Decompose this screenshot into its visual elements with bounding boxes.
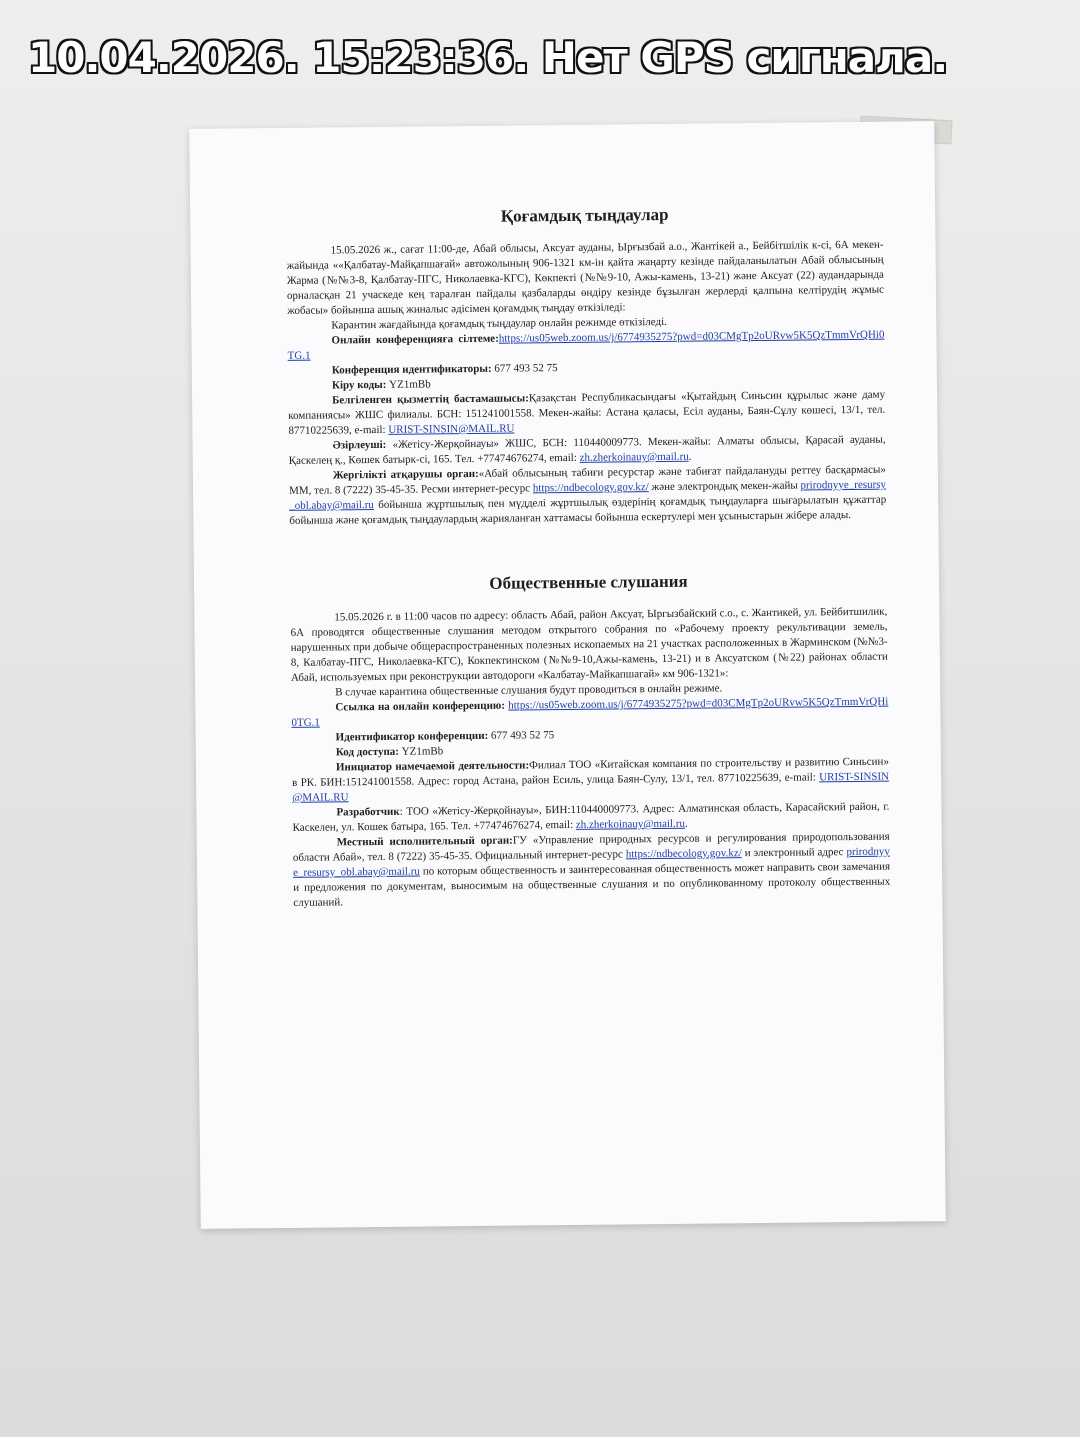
initiator-para-kz <box>288 388 885 439</box>
local-text-3-ru: по которым общественность и заинтересованная общественность может направить свои замечания и предложения по документам, выносимым на общественные слушания и по опубликованному протоколу общественных слушаний. <box>293 860 891 909</box>
initiator-email-ru[interactable]: URIST-SINSIN@MAIL.RU <box>292 770 890 804</box>
quarantine-kz: Карантин жағдайында қоғамдық тыңдаулар онлайн режимде өткізіледі. <box>331 315 667 332</box>
local-site-ru[interactable]: https://ndbecology.gov.kz/ <box>625 847 742 861</box>
developer-email-ru[interactable]: zh.zherkoinauy@mail.ru <box>575 817 686 831</box>
link-label-ru: Ссылка на онлайн конференцию: <box>335 699 506 714</box>
developer-label-kz: Әзірлеуші: <box>332 438 387 452</box>
local-email-kz[interactable]: prirodnyye_resursy_obl.abay@mail.ru <box>289 478 887 512</box>
section-kz <box>286 202 886 529</box>
conf-id-label-kz: Конференция идентификаторы: <box>331 362 492 377</box>
initiator-text-ru: Филиал ТОО «Китайская компания по строительству и развитию Синьсин» в РК. БИН:151241001558. Адрес: город Астана, район Есиль, улица Баян-Сулу, 13/1, тел. 87710225639, e-mail: <box>292 755 889 789</box>
local-para-kz <box>289 463 887 529</box>
developer-end-kz: . <box>688 450 692 463</box>
local-site-kz[interactable]: https://ndbecology.gov.kz/ <box>532 481 649 495</box>
local-text-3-kz: бойынша жұртшылық пен мүдделі жұртшылық өздерінің қоғамдық тыңдауларға шығарылатын құжаттар бойынша және қоғамдық тыңдаулардың жарияланған хаттамасы бойынша ескертулері мен ұсыныстарын жібере алады. <box>289 493 887 527</box>
title-kz: Қоғамдық тыңдаулар <box>500 204 669 226</box>
intro-kz: 15.05.2026 ж., сағат 11:00-де, Абай облысы, Аксуат ауданы, Ырғызбай а.о., Жантікей а., Бейбітшілік к-сі, 6А мекен-жайында ««Қалбатау-Майқапшағай» автожолының 906-1321 км-ін қайта жаңарту кезінде пайдаланылатын Абай облысының Жарма (№№3-8, Қалбатау-ПГС, Николаевка-КГС), Көкпекті (№№9-10, Ажы-камень, 13-21) және Аксуат (22) аудандарында орналасқан 21 учаскеде кең таралған пайдалы қазбаларды өндіру кезінде бұзылған жерлерді қалпына келтірудің жұмыс жобасы» бойынша ашық жиналыс әдісімен қоғамдық тыңдау өткізіледі: <box>286 238 885 317</box>
developer-label-ru: Разработчик <box>336 805 400 819</box>
developer-email-kz[interactable]: zh.zherkoinauy@mail.ru <box>579 450 689 464</box>
conf-id-ru: 677 493 52 75 <box>488 729 555 742</box>
local-text-2-ru: и электронный адрес <box>741 846 847 860</box>
quarantine-ru: В случае карантина общественные слушания будут проводиться в онлайн режиме. <box>335 682 723 699</box>
initiator-text-kz: Қазақстан Республикасындағы «Қытайдың Синьсин құрылыс және даму компаниясы» ЖШС филиалы. БСН: 151241001558. Мекен-жайы: Астана қаласы, Есіл ауданы, Баян-Сұлу көшесі, 13/1, тел. 87710225639, e-mail: <box>288 388 886 437</box>
developer-text-ru: : ТОО «Жетісу-Жерқойнауы», БИН:110440009773. Адрес: Алматинская область, Карасайский район, г. Каскелен, ул. Кошек батыра, 165. Тел. +77474676274, email: <box>292 800 890 834</box>
local-para-ru <box>293 830 891 911</box>
code-ru: YZ1mBb <box>398 745 444 758</box>
developer-end-ru: . <box>684 817 688 830</box>
section-ru <box>290 569 890 911</box>
initiator-label-ru: Инициатор намечаемой деятельности: <box>335 759 530 774</box>
conf-id-kz: 677 493 52 75 <box>491 362 558 375</box>
zoom-link-kz[interactable]: https://us05web.zoom.us/j/6774935275?pwd=d03CMgTp2oURvw5K5QzTmmVrQHi0TG.1 <box>287 328 885 362</box>
zoom-link-ru[interactable]: https://us05web.zoom.us/j/6774935275?pwd=d03CMgTp2oURvw5K5QzTmmVrQHi0TG.1 <box>291 695 889 729</box>
initiator-label-kz: Белгіленген қызметтің бастамашысы: <box>332 392 529 407</box>
initiator-email-kz[interactable]: URIST-SINSIN@MAIL.RU <box>388 422 515 436</box>
developer-text-kz: «Жетісу-Жерқойнауы» ЖШС, БСН: 110440009773. Мекен-жайы: Алматы облысы, Қарасай ауданы, Қаскелең қ., Көшек батырк-сі, 165. Тел. +77474676274, email: <box>288 433 886 467</box>
local-label-ru: Местный исполнительный орган: <box>336 834 513 849</box>
local-text-2-kz: және электрондық мекен-жайы <box>648 479 801 494</box>
paper-sheet <box>189 121 945 1229</box>
conf-id-label-ru: Идентификатор конференции: <box>335 729 489 744</box>
code-label-ru: Код доступа: <box>335 745 399 759</box>
initiator-para-ru <box>292 755 889 806</box>
local-email-ru[interactable]: prirodnyye_resursy_obl.abay@mail.ru <box>292 845 890 879</box>
local-text-1-kz: «Абай облысының табиғи ресурстар және табиғат пайдалануды реттеу басқармасы» ММ, тел. 8 (7222) 35-45-35. Ресми интернет-ресурс <box>288 463 886 497</box>
title-ru: Общественные слушания <box>489 571 688 593</box>
code-kz: YZ1mBb <box>386 378 431 391</box>
timestamp-overlay: 10.04.2026. 15:23:36. Нет GPS сигнала. <box>28 33 948 82</box>
link-label-kz: Онлайн конференцияға сілтеме: <box>331 332 499 347</box>
local-label-kz: Жергілікті атқарушы орган: <box>332 467 479 482</box>
local-text-1-ru: ГУ «Управление природных ресурсов и регулирования природопользования области Абай», тел. 8 (7222) 35-45-35. Официальный интернет-ресурс <box>292 830 890 864</box>
intro-ru: 15.05.2026 г. в 11:00 часов по адресу: область Абай, район Аксуат, Ыргызбайский с.о., с. Жантикей, ул. Бейбитшилик, 6А проводятся общественные слушания методом открытого собрания по «Рабочему проекту рекультивации земель, нарушенных при добыче общераспространенных полезных ископаемых на 21 участках расположенных в Жарминском (№№3-8, Калбатау-ПГС, Николаевка-КГС), Кокпектинском (№№9-10,Ажы-камень, 13-21) и в Аксуатском (№22) районах области Абай, используемых при реконструкции автодороги «Калбатау-Майкапшагай» км 906-1321»: <box>290 605 888 684</box>
code-label-kz: Кіру коды: <box>331 378 387 392</box>
